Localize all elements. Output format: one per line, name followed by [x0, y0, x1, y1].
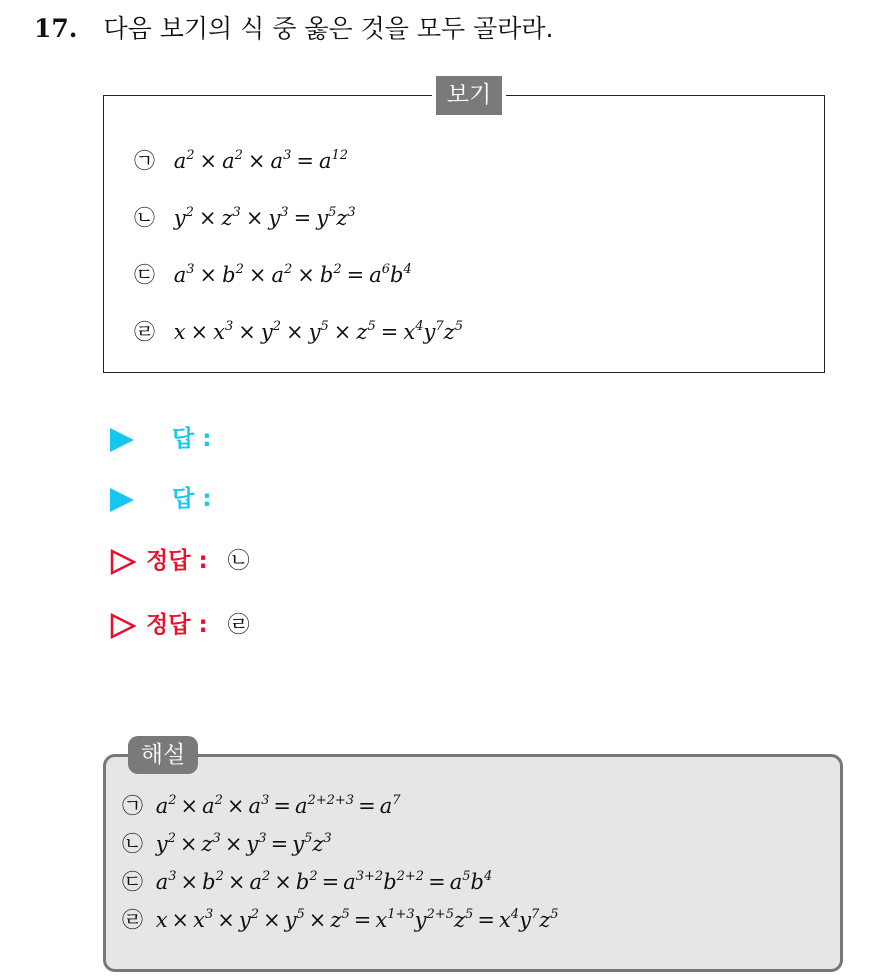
bogi-item-1: [134, 146, 348, 176]
bogi-title: 보기: [432, 76, 506, 115]
outline-triangle-icon: [110, 549, 136, 575]
solution-line-3: [122, 867, 492, 897]
correct-answer-row-1: [110, 545, 250, 577]
outline-triangle-icon: [110, 613, 136, 639]
solution-line-expr: $x \times x^3 \times y^2 \times y^5 \times z^5 = x^{1+3}y^{2+5}z^5 = x^4y^7z^5$: [155, 907, 559, 932]
question-header: [34, 12, 553, 46]
solution-line-mark: ㉠: [122, 794, 143, 818]
correct-answer-value: ㉡: [227, 549, 250, 574]
question-text: 다음 보기의 식 중 옳은 것을 모두 골라라.: [103, 14, 554, 43]
play-triangle-icon: [110, 428, 134, 452]
solution-line-mark: ㉣: [122, 908, 143, 932]
answer-blank-row-1[interactable]: [110, 423, 211, 455]
bogi-item-expr: $a^2 \times a^2 \times a^3 = a^{12}$: [173, 148, 349, 173]
play-triangle-icon: [110, 488, 134, 512]
bogi-item-expr: $a^3 \times b^2 \times a^2 \times b^2 = a^6b^4$: [173, 262, 412, 287]
solution-line-expr: $a^3 \times b^2 \times a^2 \times b^2 = a^{3+2}b^{2+2} = a^5b^4$: [155, 869, 493, 894]
correct-answer-label: 정답 :: [146, 612, 208, 638]
correct-answer-row-2: [110, 609, 250, 641]
bogi-item-mark: ㉡: [134, 206, 155, 230]
answer-blank-row-2[interactable]: [110, 483, 211, 515]
correct-answer-label: 정답 :: [146, 548, 208, 574]
bogi-item-3: [134, 260, 412, 290]
bogi-item-4: [134, 317, 463, 347]
answer-label: 답 :: [172, 426, 212, 452]
bogi-item-mark: ㉣: [134, 320, 155, 344]
solution-line-expr: $y^2 \times z^3 \times y^3 = y^5z^3$: [155, 831, 332, 856]
bogi-item-expr: $x \times x^3 \times y^2 \times y^5 \times z^5 = x^4y^7z^5$: [173, 319, 464, 344]
solution-line-expr: $a^2 \times a^2 \times a^3 = a^{2+2+3} = a^7$: [155, 793, 401, 818]
bogi-item-mark: ㉢: [134, 263, 155, 287]
solution-line-mark: ㉢: [122, 870, 143, 894]
correct-answer-value: ㉣: [227, 613, 250, 638]
solution-title: 해설: [128, 736, 198, 774]
answer-label: 답 :: [172, 486, 212, 512]
solution-line-mark: ㉡: [122, 832, 143, 856]
bogi-item-expr: $y^2 \times z^3 \times y^3 = y^5z^3$: [173, 205, 356, 230]
solution-line-1: [122, 791, 401, 821]
solution-line-2: [122, 829, 332, 859]
question-number: 17.: [34, 14, 78, 43]
solution-box: [103, 754, 843, 972]
bogi-item-2: [134, 203, 356, 233]
solution-line-4: [122, 905, 559, 935]
bogi-item-mark: ㉠: [134, 149, 155, 173]
